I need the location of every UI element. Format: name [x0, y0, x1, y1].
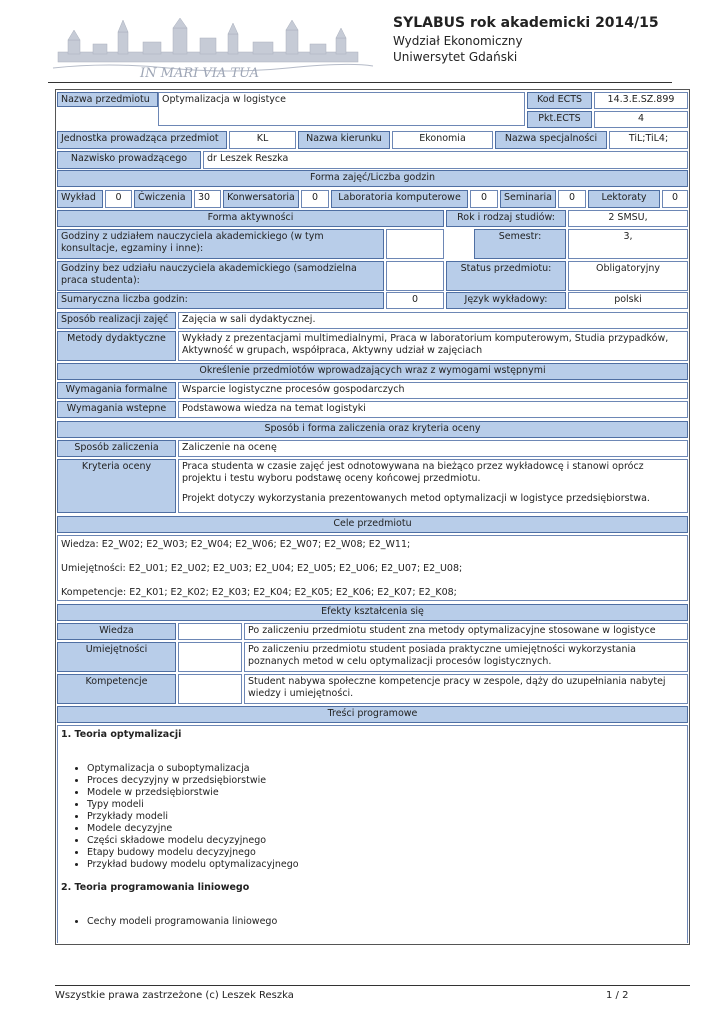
unit-value: KL: [229, 131, 296, 149]
section-1-list: [61, 763, 684, 871]
list-item: • Typy modeli: [87, 799, 684, 811]
computer-labs-hours: 0: [470, 190, 498, 208]
goals-skills: Umiejętności: E2_U01; E2_U02; E2_U03; E2_U04; E2_U05; E2_U06; E2_U07; E2_U08;: [61, 563, 463, 574]
grading-criteria-label: Kryteria oceny: [57, 459, 176, 513]
goals-competences: Kompetencje: E2_K01; E2_K02; E2_K03; E2_K04; E2_K05; E2_K06; E2_K07; E2_K08;: [61, 587, 457, 598]
contact-hours-value: [386, 229, 444, 259]
assessment-method-label: Sposób zaliczenia: [57, 440, 176, 457]
header-divider: [48, 82, 672, 83]
outcome-knowledge-code: [178, 623, 242, 640]
page-number: 1 / 2: [606, 990, 629, 1001]
prerequisites-section-title: Określenie przedmiotów wprowadzających wraz z wymogami wstępnymi: [57, 363, 688, 380]
formal-requirements-value: Wsparcie logistyczne procesów gospodarczych: [178, 382, 688, 399]
course-name-label: Nazwa przedmiotu: [57, 92, 158, 107]
program-content: [57, 725, 688, 943]
total-hours-value: 0: [386, 292, 444, 309]
study-year-label: Rok i rodzaj studiów:: [446, 210, 566, 227]
realization-method-label: Sposób realizacji zajęć: [57, 312, 176, 329]
ects-code-label: Kod ECTS: [527, 92, 592, 109]
list-item: • Etapy budowy modelu decyzyjnego: [87, 847, 684, 859]
goals-knowledge: Wiedza: E2_W02; E2_W03; E2_W04; E2_W06; E2_W07; E2_W08; E2_W11;: [61, 539, 411, 550]
seminars-hours: 0: [558, 190, 586, 208]
didactic-methods-label: Metody dydaktyczne: [57, 331, 176, 361]
content-section-title: Treści programowe: [57, 706, 688, 723]
course-status-value: Obligatoryjny: [568, 261, 688, 291]
lecture-hours: 0: [105, 190, 132, 208]
list-item: • Części składowe modelu decyzyjnego: [87, 835, 684, 847]
conversatories-label: Konwersatoria: [223, 190, 299, 208]
outcome-knowledge-value: Po zaliczeniu przedmiotu student zna metody optymalizacyjne stosowane w logistyce: [244, 623, 688, 640]
didactic-methods-value: Wykłady z prezentacjami multimedialnymi, Praca w laboratorium komputerowym, Studia przypadków, Aktywność w grupach, współpraca, Aktywny udział w zajęciach: [178, 331, 688, 361]
ects-points-label: Pkt.ECTS: [527, 111, 592, 128]
ects-points-value: 4: [594, 111, 688, 128]
outcome-skills-code: [178, 642, 242, 672]
seminars-label: Seminaria: [500, 190, 556, 208]
section-1-title: 1. Teoria optymalizacji: [61, 729, 182, 740]
activity-section-title: Forma aktywności: [57, 210, 444, 227]
outcome-competences-code: [178, 674, 242, 704]
lecture-label: Wykład: [57, 190, 103, 208]
direction-label: Nazwa kierunku: [298, 131, 390, 149]
faculty-name: Wydział Ekonomiczny: [393, 34, 523, 48]
list-item: • Modele w przedsiębiorstwie: [87, 787, 684, 799]
section-2-title: 2. Teoria programowania liniowego: [61, 882, 250, 893]
computer-labs-label: Laboratoria komputerowe: [331, 190, 468, 208]
assessment-method-value: Zaliczenie na ocenę: [178, 440, 688, 457]
university-logo: [48, 18, 378, 80]
semester-value: 3,: [568, 229, 688, 259]
outcome-knowledge-label: Wiedza: [57, 623, 176, 640]
forms-section-title: Forma zajęć/Liczba godzin: [57, 170, 688, 187]
semester-label: Semestr:: [474, 229, 566, 259]
unit-label: Jednostka prowadząca przedmiot: [57, 131, 227, 149]
specialty-label: Nazwa specjalności: [495, 131, 607, 149]
teaching-language-label: Język wykładowy:: [446, 292, 566, 309]
list-item: • Przykład budowy modelu optymalizacyjnego: [87, 859, 684, 871]
total-hours-label: Sumaryczna liczba godzin:: [57, 292, 384, 309]
outcome-skills-label: Umiejętności: [57, 642, 176, 672]
list-item: • Cechy modeli programowania liniowego: [87, 916, 684, 928]
course-status-label: Status przedmiotu:: [446, 261, 566, 291]
formal-requirements-label: Wymagania formalne: [57, 382, 176, 399]
grading-criteria-value: [178, 459, 688, 513]
footer-copyright: Wszystkie prawa zastrzeżone (c) Leszek Reszka: [55, 990, 294, 1001]
outcome-competences-value: Student nabywa społeczne kompetencje pracy w zespole, dąży do uzupełniania nabytej wiedzy i umiejętności.: [244, 674, 688, 704]
list-item: • Modele decyzyjne: [87, 823, 684, 835]
exercises-hours: 30: [194, 190, 221, 208]
university-name: Uniwersytet Gdański: [393, 50, 518, 64]
course-name-value: Optymalizacja w logistyce: [158, 92, 525, 126]
goals-section-title: Cele przedmiotu: [57, 516, 688, 533]
goals-content: [57, 535, 688, 601]
direction-value: Ekonomia: [392, 131, 493, 149]
initial-requirements-value: Podstawowa wiedza na temat logistyki: [178, 401, 688, 418]
list-item: • Przykłady modeli: [87, 811, 684, 823]
logo-motto: IN MARI VIA TUA: [140, 66, 260, 80]
lecturer-label: Nazwisko prowadzącego: [57, 151, 201, 169]
footer-divider: [55, 985, 690, 986]
ects-code-value: 14.3.E.SZ.899: [594, 92, 688, 109]
lecturer-value: dr Leszek Reszka: [203, 151, 688, 169]
independent-hours-value: [386, 261, 444, 291]
study-year-value: 2 SMSU,: [568, 210, 688, 227]
grading-criteria-paragraph-2: Projekt dotyczy wykorzystania prezentowanych metod optymalizacji w logistyce przedsiębiorstwa.: [182, 493, 650, 504]
outcomes-section-title: Efekty kształcenia się: [57, 604, 688, 621]
exercises-label: Ćwiczenia: [134, 190, 192, 208]
assessment-section-title: Sposób i forma zaliczenia oraz kryteria oceny: [57, 421, 688, 438]
list-item: • Proces decyzyjny w przedsiębiorstwie: [87, 775, 684, 787]
conversatories-hours: 0: [301, 190, 329, 208]
realization-method-value: Zajęcia w sali dydaktycznej.: [178, 312, 688, 329]
contact-hours-label: Godziny z udziałem nauczyciela akademickiego (w tym konsultacje, egzaminy i inne):: [57, 229, 384, 259]
outcome-competences-label: Kompetencje: [57, 674, 176, 704]
specialty-value: TiL;TiL4;: [609, 131, 688, 149]
language-courses-label: Lektoraty: [588, 190, 660, 208]
section-2-list: [61, 916, 684, 928]
syllabus-title: SYLABUS rok akademicki 2014/15: [393, 15, 659, 31]
grading-criteria-paragraph-1: Praca studenta w czasie zajęć jest odnotowywana na bieżąco przez wykładowcę i stanowi oprócz projektu i testu wyboru podstawę oceny końcowej przedmiotu.: [182, 461, 644, 484]
language-courses-hours: 0: [662, 190, 688, 208]
initial-requirements-label: Wymagania wstepne: [57, 401, 176, 418]
teaching-language-value: polski: [568, 292, 688, 309]
list-item: • Optymalizacja o suboptymalizacja: [87, 763, 684, 775]
independent-hours-label: Godziny bez udziału nauczyciela akademickiego (samodzielna praca studenta):: [57, 261, 384, 291]
outcome-skills-value: Po zaliczeniu przedmiotu student posiada praktyczne umiejętności wykorzystania poznanych metod w celu optymalizacji procesów logistycznych.: [244, 642, 688, 672]
